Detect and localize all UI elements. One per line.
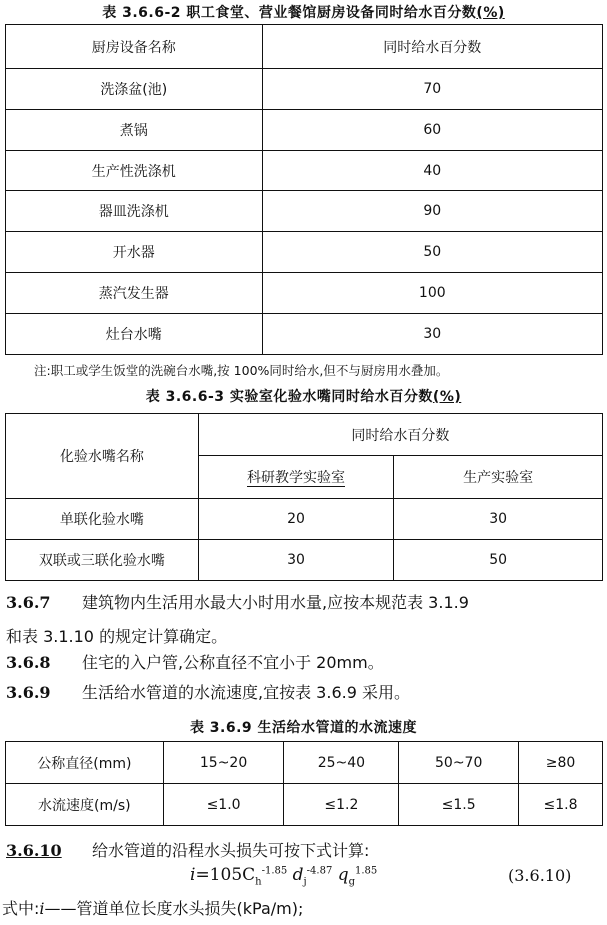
formula-c-subscript: h xyxy=(255,876,262,888)
table1-cell-value: 50 xyxy=(262,232,602,273)
table1-cell-name: 器皿洗涤机 xyxy=(6,191,263,232)
table3-cell: 50~70 xyxy=(399,742,519,784)
formula-d-subscript: j xyxy=(303,876,307,888)
formula-coefficient: =105C xyxy=(195,865,256,885)
where-text: ——管道单位长度水头损失(kPa/m); xyxy=(44,899,304,918)
table3 xyxy=(5,741,603,826)
clause-3-6-9 xyxy=(6,680,602,706)
table2-header-group: 同时给水百分数 xyxy=(198,414,602,456)
table1-caption-text: 表 3.6.6-2 职工食堂、营业餐馆厨房设备同时给水百分数 xyxy=(102,5,477,21)
table1-cell-value: 100 xyxy=(262,273,602,314)
table1 xyxy=(5,24,603,355)
formula-d-exponent: -4.87 xyxy=(306,865,333,877)
table1-cell-value: 90 xyxy=(262,191,602,232)
table1-cell-name: 洗涤盆(池) xyxy=(6,69,263,110)
table3-header-velocity: 水流速度(m/s) xyxy=(6,784,164,826)
table1-header-name: 厨房设备名称 xyxy=(6,25,263,69)
table3-cell: ≤1.5 xyxy=(399,784,519,826)
table3-cell: 15~20 xyxy=(163,742,284,784)
table1-header-row xyxy=(6,25,603,69)
where-variable: i xyxy=(39,899,45,918)
table1-cell-name: 灶台水嘴 xyxy=(6,314,263,355)
table2-header-row xyxy=(6,414,603,456)
table3-header-diameter: 公称直径(mm) xyxy=(6,742,164,784)
table1-cell-value: 30 xyxy=(262,314,602,355)
table2-cell-name: 单联化验水嘴 xyxy=(6,499,199,540)
formula-q-exponent: 1.85 xyxy=(355,865,378,877)
table2-header-name: 化验水嘴名称 xyxy=(6,414,199,499)
table1-cell-name: 煮锅 xyxy=(6,110,263,151)
formula-q: q xyxy=(337,865,349,885)
table3-cell: ≥80 xyxy=(519,742,603,784)
formula-q-subscript: g xyxy=(348,876,356,888)
table1-note: 注:职工或学生饭堂的洗碗台水嘴,按 100%同时给水,但不与厨房用水叠加。 xyxy=(34,363,449,378)
table1-cell-value: 70 xyxy=(262,69,602,110)
table2-caption-text: 表 3.6.6-3 实验室化验水嘴同时给水百分数 xyxy=(145,389,433,405)
table-row xyxy=(6,151,603,191)
table-row xyxy=(6,784,603,826)
clause-3-6-7-line2: 和表 3.1.10 的规定计算确定。 xyxy=(6,627,228,646)
table3-cell: 25~40 xyxy=(284,742,399,784)
table2 xyxy=(5,413,603,581)
table2-cell-name: 双联或三联化验水嘴 xyxy=(6,540,199,581)
table1-cell-name: 生产性洗涤机 xyxy=(6,151,263,191)
formula-where-line xyxy=(2,896,303,919)
table1-cell-name: 开水器 xyxy=(6,232,263,273)
formula-d: d xyxy=(292,865,304,885)
clause-3-6-8 xyxy=(6,650,602,676)
table2-caption-unit: (%) xyxy=(432,389,462,405)
formula-c-exponent: -1.85 xyxy=(261,865,288,877)
table3-caption: 表 3.6.9 生活给水管道的水流速度 xyxy=(189,720,418,736)
equation-number: (3.6.10) xyxy=(508,866,572,885)
table3-cell: ≤1.0 xyxy=(163,784,284,826)
table2-cell-research: 20 xyxy=(198,499,394,540)
table-row xyxy=(6,232,603,273)
formula xyxy=(190,865,377,887)
where-prefix: 式中: xyxy=(2,899,40,918)
table2-subheader-production: 生产实验室 xyxy=(394,456,603,499)
table-row xyxy=(6,110,603,151)
table3-cell: ≤1.2 xyxy=(284,784,399,826)
clause-3-6-10 xyxy=(6,838,369,861)
table2-cell-production: 50 xyxy=(394,540,603,581)
clause-3-6-7 xyxy=(6,590,602,616)
table-row xyxy=(6,540,603,581)
table2-cell-production: 30 xyxy=(394,499,603,540)
table-row xyxy=(6,69,603,110)
table-row xyxy=(6,314,603,355)
table-row xyxy=(6,742,603,784)
table2-cell-research: 30 xyxy=(198,540,394,581)
clause-3-6-10-number: 3.6.10 xyxy=(6,841,62,860)
table1-cell-value: 60 xyxy=(262,110,602,151)
table1-caption-unit: (%) xyxy=(476,5,505,21)
table1-caption xyxy=(0,2,607,22)
table-row xyxy=(6,191,603,232)
clause-3-6-9-text: 生活给水管道的水流速度,宜按表 3.6.9 采用。 xyxy=(82,683,410,702)
clause-3-6-7-line1: 建筑物内生活用水最大小时用水量,应按本规范表 3.1.9 xyxy=(82,593,469,612)
table1-cell-value: 40 xyxy=(262,151,602,191)
table2-caption xyxy=(0,386,607,406)
clause-3-6-8-number: 3.6.8 xyxy=(6,653,51,672)
table-row xyxy=(6,273,603,314)
clause-3-6-8-text: 住宅的入户管,公称直径不宜小于 20mm。 xyxy=(82,653,384,672)
table3-cell: ≤1.8 xyxy=(519,784,603,826)
table2-subheader-research-text: 科研教学实验室 xyxy=(247,470,345,486)
table1-header-percent: 同时给水百分数 xyxy=(262,25,602,69)
table2-subheader-research xyxy=(198,456,394,499)
clause-3-6-9-number: 3.6.9 xyxy=(6,683,51,702)
clause-3-6-10-text: 给水管道的沿程水头损失可按下式计算: xyxy=(92,841,370,860)
table-row xyxy=(6,499,603,540)
formula-lhs: i xyxy=(190,865,196,885)
table1-cell-name: 蒸汽发生器 xyxy=(6,273,263,314)
clause-3-6-7-number: 3.6.7 xyxy=(6,593,51,612)
